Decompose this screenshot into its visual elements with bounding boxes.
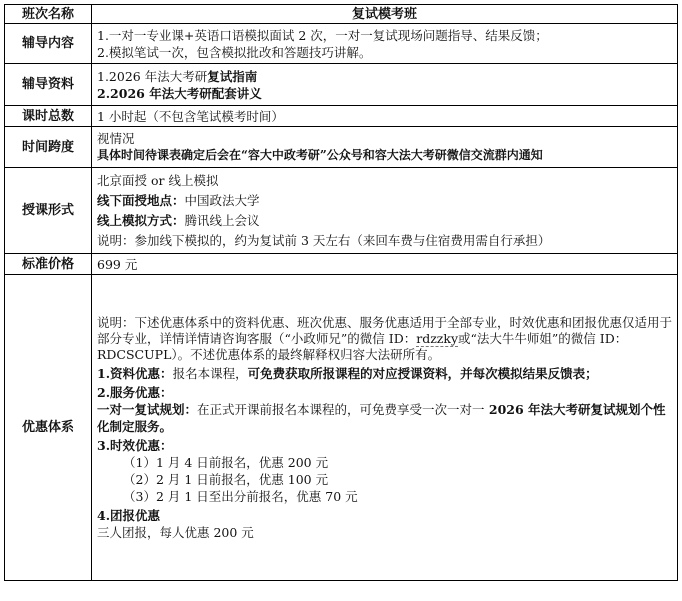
timespan-line-1: 视情况: [97, 131, 135, 146]
class-title: 复试模考班: [92, 5, 678, 24]
tutoring-content: [92, 24, 678, 64]
format-online: [97, 211, 672, 231]
format-offline-label: 线下面授地点：: [97, 192, 185, 208]
price-row: [5, 254, 678, 275]
hours-row: [5, 106, 678, 127]
discount-section-2-bold: 2026 年法大考研复试规划个性化制定服务。: [97, 401, 666, 434]
discount-section-3-item-1: （1）1 月 4 日前报名，优惠 200 元: [123, 454, 329, 470]
format-line-1: 北京面授 or 线上模拟: [97, 172, 219, 188]
materials-row: [5, 64, 678, 106]
timespan-label: 时间跨度: [5, 127, 92, 168]
timespan-content: [92, 127, 678, 168]
header-row: [5, 5, 678, 24]
discount-section-2-sub: 一对一复试规划：: [97, 401, 198, 417]
price-value: 699 元: [92, 254, 678, 275]
discount-section-2-text: 在正式开课前报名本课程的，可免费享受一次一对一: [197, 401, 485, 417]
tutoring-item-2: 2.模拟笔试一次，包含模拟批改和答题技巧讲解。: [97, 44, 372, 60]
discount-section-4-title: 4.团报优惠: [97, 507, 161, 523]
discount-content: [92, 275, 678, 581]
format-offline: [97, 191, 672, 211]
timespan-line-2: 具体时间待课表确定后会在“容大中政考研”公众号和容大法大考研微信交流群内通知: [97, 148, 543, 162]
discount-section-2-title: 2.服务优惠：: [97, 384, 173, 400]
discount-section-1-title: 1.资料优惠：: [97, 365, 173, 381]
materials-item-1-text: 1.2026 年法大考研: [97, 68, 208, 84]
discount-section-1-text: 报名本课程，: [172, 365, 248, 381]
course-info-table: [4, 4, 678, 581]
timespan-row: [5, 127, 678, 168]
discount-section-1-bold: 可免费获取所报课程的对应授课资料，并每次模拟结果反馈表；: [247, 365, 598, 381]
materials-item-2: 2.2026 年法大考研配套讲义: [97, 85, 262, 101]
discount-label: 优惠体系: [5, 275, 92, 581]
discount-section-3-title: 3.时效优惠：: [97, 437, 173, 453]
header-label: 班次名称: [5, 5, 92, 24]
tutoring-row: [5, 24, 678, 64]
hours-value: 1 小时起（不包含笔试模考时间）: [92, 106, 678, 127]
format-row: [5, 168, 678, 254]
price-label: 标准价格: [5, 254, 92, 275]
discount-row: [5, 275, 678, 581]
format-content: [92, 168, 678, 254]
discount-section-1: [97, 365, 672, 382]
discount-section-3-item-3: （3）2 月 1 日至出分前报名，优惠 70 元: [123, 488, 358, 504]
materials-label: 辅导资料: [5, 64, 92, 106]
materials-item-1-bold: 复试指南: [207, 68, 258, 84]
discount-section-4-text: 三人团报，每人优惠 200 元: [97, 524, 254, 540]
hours-label: 课时总数: [5, 106, 92, 127]
format-note: 说明：参加线下模拟的，约为复试前 3 天左右（来回车费与住宿费用需自行承担）: [97, 232, 551, 248]
discount-section-2: [97, 401, 672, 435]
format-online-label: 线上模拟方式：: [97, 212, 185, 228]
materials-item-1: [97, 68, 672, 85]
discount-wechat-id: rdzzky: [416, 330, 459, 346]
format-label: 授课形式: [5, 168, 92, 254]
discount-intro-text-2: 或“法大牛牛师姐”的微信 ID：RDCSCUPL）。不述优惠体系的最终解释权归容大法研所有。: [97, 330, 628, 362]
tutoring-item-1: 1.一对一专业课+英语口语模拟面试 2 次，一对一复试现场问题指导、结果反馈；: [97, 27, 548, 43]
format-offline-value: 中国政法大学: [184, 192, 260, 208]
discount-section-3-item-2: （2）2 月 1 日前报名，优惠 100 元: [123, 471, 329, 487]
materials-content: [92, 64, 678, 106]
format-online-value: 腾讯线上会议: [184, 212, 260, 228]
discount-intro: [97, 315, 672, 363]
tutoring-label: 辅导内容: [5, 24, 92, 64]
discount-intro-text: 说明：下述优惠体系中的资料优惠、班次优惠、服务优惠适用于全部专业，时效优惠和团报优惠仅适用于部分专业，详情详情请咨询客服（“小政师兄”的微信 ID：: [97, 314, 673, 346]
